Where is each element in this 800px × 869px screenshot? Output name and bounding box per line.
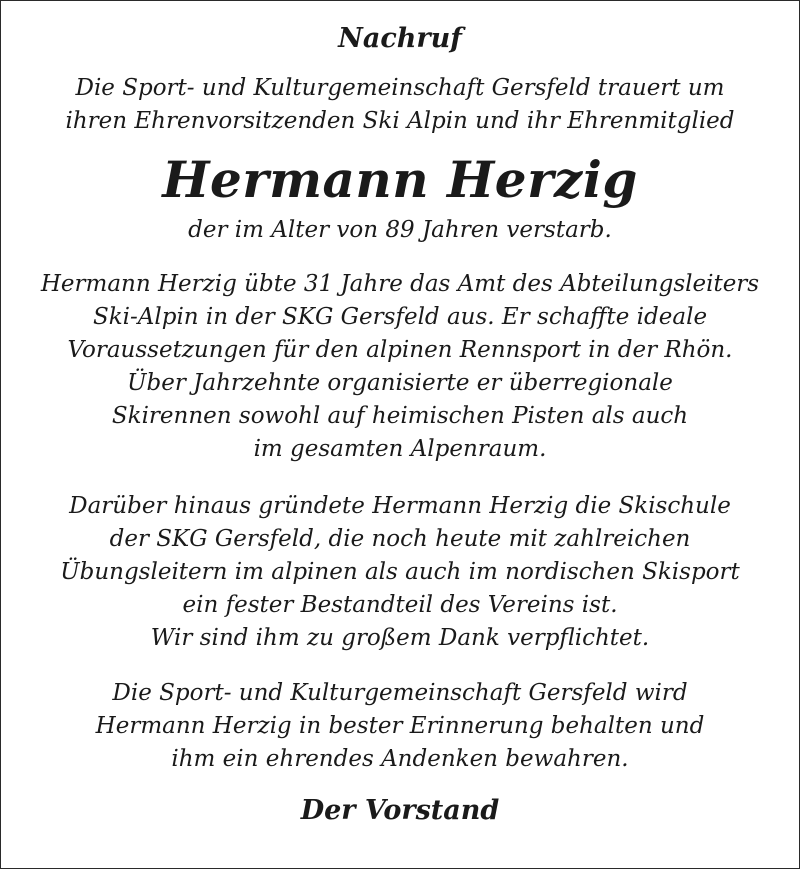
- paragraph-line: Über Jahrzehnte organisierte er überregionale: [127, 370, 673, 396]
- paragraph-line: Ski-Alpin in der SKG Gersfeld aus. Er schaffte ideale: [92, 304, 708, 330]
- notice-heading: Nachruf: [338, 23, 462, 54]
- paragraph-line: Hermann Herzig in bester Erinnerung behalten und: [95, 713, 705, 739]
- age-line: der im Alter von 89 Jahren verstarb.: [188, 217, 612, 243]
- paragraph-line: ein fester Bestandteil des Vereins ist.: [182, 592, 618, 618]
- paragraph-line: Hermann Herzig übte 31 Jahre das Amt des Abteilungsleiters: [40, 271, 760, 297]
- paragraph-line: Übungsleitern im alpinen als auch im nordischen Skisport: [60, 559, 740, 585]
- paragraph-line: Skirennen sowohl auf heimischen Pisten als auch: [111, 403, 689, 429]
- paragraph-line: ihm ein ehrendes Andenken bewahren.: [171, 746, 629, 772]
- deceased-name: Hermann Herzig: [162, 150, 638, 209]
- signoff: Der Vorstand: [300, 795, 500, 826]
- paragraph-line: Die Sport- und Kulturgemeinschaft Gersfeld wird: [112, 680, 688, 706]
- intro-text: [0, 72, 800, 138]
- paragraph-line: der SKG Gersfeld, die noch heute mit zahlreichen: [109, 526, 691, 552]
- paragraph-remembrance: [0, 677, 800, 776]
- paragraph-line: im gesamten Alpenraum.: [253, 436, 547, 462]
- paragraph-line: Voraussetzungen für den alpinen Rennsport in der Rhön.: [67, 337, 733, 363]
- intro-line: Die Sport- und Kulturgemeinschaft Gersfeld trauert um: [75, 75, 725, 101]
- intro-line: ihren Ehrenvorsitzenden Ski Alpin und ihr Ehrenmitglied: [65, 108, 735, 134]
- paragraph-line: Wir sind ihm zu großem Dank verpflichtet.: [150, 625, 650, 651]
- paragraph-line: Darüber hinaus gründete Hermann Herzig die Skischule: [69, 493, 731, 519]
- paragraph-ski-school: [0, 490, 800, 655]
- paragraph-career: [0, 268, 800, 466]
